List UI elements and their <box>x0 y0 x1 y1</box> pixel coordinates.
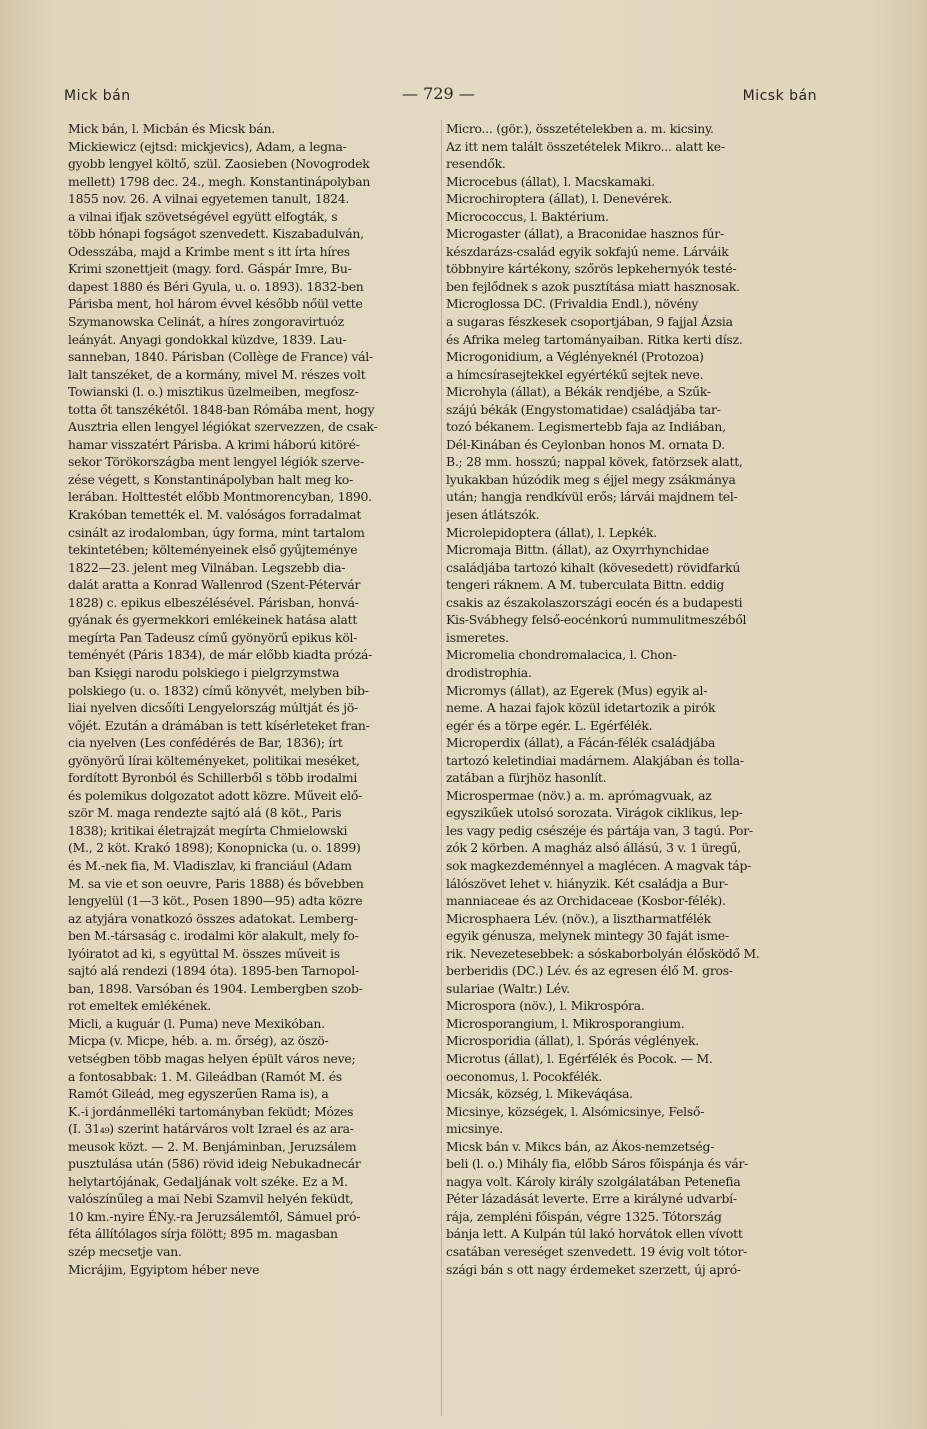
text-line: rája, zempléni főispán, végre 1325. Tótország <box>446 1208 722 1224</box>
left-column <box>68 120 440 1278</box>
text-line: Micromys (állat), az Egerek (Mus) egyik al- <box>446 682 708 698</box>
text-line: készdarázs-család egyik sokfajú neme. Lárváik <box>446 243 729 259</box>
text-line: Péter lázadását leverte. Erre a királyné udvarbí- <box>446 1191 737 1207</box>
text-line: ben M.-társaság c. irodalmi kör alakult, mely fo- <box>68 928 359 944</box>
text-line: csatában vereséget szenvedett. 19 évig volt tótor- <box>446 1244 748 1259</box>
text-line: zése végett, s Konstantinápolyban halt meg ko- <box>68 471 354 487</box>
text-line: lerában. Holttestét előbb Montmorencyban, 1890. <box>68 489 372 505</box>
text-line: liai nyelven dicsőíti Lengyelország múltját és jö- <box>68 700 358 716</box>
text-line: oeconomus, l. Pocokfélék. <box>446 1068 603 1084</box>
text-line: K.-i jordánmelléki tartományban feküdt; Mózes <box>68 1103 354 1119</box>
text-line: családjába tartozó kihalt (kövesedett) rövidfarkú <box>446 559 741 575</box>
text-line: 1828) c. epikus elbeszélésével. Párisban, honvá- <box>68 594 359 610</box>
text-line: Micli, a kuguár (l. Puma) neve Mexikóban. <box>68 1015 325 1031</box>
text-line: többnyire kártékony, szőrös lepkehernyók testé- <box>446 261 737 277</box>
text-line: rot emeltek emlékének. <box>68 998 211 1014</box>
text-line: ismeretes. <box>446 629 509 645</box>
text-line: valószínűleg a mai Nebi Szamvil helyén feküdt, <box>68 1191 354 1207</box>
text-line: lyukakban húzódik meg s éjjel megy zsákmánya <box>446 471 736 487</box>
text-line: ben fejlődnek s azok pusztítása miatt hasznosak. <box>446 278 740 294</box>
text-line: egér és a törpe egér. L. Egérfélék. <box>446 717 653 733</box>
text-line: Párisba ment, hol három évvel később nőül vette <box>68 296 363 312</box>
text-line: Ausztria ellen lengyel légiókat szervezzen, de csak- <box>68 419 378 435</box>
text-line: Microglossa DC. (Frivaldia Endl.), növény <box>446 296 699 312</box>
text-line: M. sa vie et son oeuvre, Paris 1888) és bővebben <box>68 875 364 891</box>
text-line: Microsporidia (állat), l. Spórás véglények. <box>446 1033 699 1049</box>
text-line: Kis-Svábhegy felső-eocénkorú nummulitmeszéből <box>446 612 747 628</box>
text-line: megírta Pan Tadeusz című gyönyörű epikus köl- <box>68 629 358 645</box>
text-line: Krimi szonettjeit (magy. ford. Gáspár Imre, Bu- <box>68 261 352 277</box>
text-line: (I. 31₄₉) szerint határváros volt Izrael és az ara- <box>68 1121 354 1137</box>
text-line: ször M. maga rendezte sajtó alá (8 köt., Paris <box>68 805 342 821</box>
text-line: Microgaster (állat), a Braconidae hasznos fúr- <box>446 226 724 242</box>
text-line: polskiego (u. o. 1832) című könyvét, melyben bib- <box>68 682 369 698</box>
text-line: tozó békanem. Legismertebb faja az Indiában, <box>446 419 726 435</box>
text-line: Microtus (állat), l. Egérfélék és Pocok. — M. <box>446 1050 713 1066</box>
text-line: gyobb lengyel költő, szül. Zaosieben (Novogrodek <box>68 156 370 172</box>
text-line: Micromaja Bittn. (állat), az Oxyrrhynchidae <box>446 542 709 558</box>
text-line: szájú békák (Engystomatidae) családjába tar- <box>446 401 721 417</box>
text-line: a hímcsírasejtekkel egyértékű sejtek neve. <box>446 366 704 382</box>
text-line: szép mecsetje van. <box>68 1244 182 1259</box>
text-line: lyóiratot ad ki, s együttal M. összes műveit is <box>68 945 340 961</box>
text-line: hamar visszatért Párisba. A krimi háború kitöré- <box>68 436 360 452</box>
text-line: csinált az irodalomban, úgy forma, mint tartalom <box>68 524 365 540</box>
text-line: Microgonidium, a Véglényeknél (Protozoa) <box>446 349 704 365</box>
text-line: les vagy pedig csészéje és pártája van, 3 tagú. Por- <box>446 822 753 838</box>
text-line: rik. Nevezetesebbek: a sóskaborbolyán élősködő M. <box>446 945 760 961</box>
text-line: teményét (Páris 1834), de már előbb kiadta prózá- <box>68 647 373 663</box>
page-header <box>0 84 927 108</box>
text-line: Micrájim, Egyiptom héber neve <box>68 1261 260 1277</box>
text-line: resendők. <box>446 156 506 172</box>
text-line: ban, 1898. Varsóban és 1904. Lembergben szob- <box>68 980 363 996</box>
page-number: — 729 — <box>402 84 475 103</box>
running-head-right: Micsk bán <box>742 88 817 104</box>
text-line: a sugaras fészkesek csoportjában, 9 fajjal Ázsia <box>446 314 733 330</box>
text-line: Micro... (gör.), összetételekben a. m. kicsiny. <box>446 121 714 136</box>
text-line: berberidis (DC.) Lév. és az egresen élő M. gros- <box>446 963 733 979</box>
text-line: tekintetében; költeményeinek első gyűjteménye <box>68 542 358 558</box>
text-line: leányát. Anyagi gondokkal küzdve, 1839. Lau- <box>68 331 347 347</box>
text-line: neme. A hazai fajok közül idetartozik a pirók <box>446 700 716 716</box>
text-line: Dél-Kinában és Ceylonban honos M. ornata D. <box>446 436 725 452</box>
text-line: Micsk bán v. Mikcs bán, az Ákos-nemzetség- <box>446 1138 715 1154</box>
text-line: Micromelia chondromalacica, l. Chon- <box>446 647 677 663</box>
text-line: Microlepidoptera (állat), l. Lepkék. <box>446 524 657 540</box>
text-line: manniaceae és az Orchidaceae (Kosbor-félék). <box>446 893 726 909</box>
text-line: pusztulása után (586) rövid ideig Nebukadnecár <box>68 1156 361 1172</box>
text-line: drodistrophia. <box>446 664 532 680</box>
text-line: tartozó keletindiai madárnem. Alakjában és tolla- <box>446 752 744 768</box>
text-line: gyönyörű lírai költeményeket, politikai meséket, <box>68 752 360 768</box>
text-line: meusok közt. — 2. M. Benjáminban, Jeruzsálem <box>68 1138 357 1154</box>
text-line: féta állítólagos sírja fölött; 895 m. magasban <box>68 1226 338 1242</box>
text-line: ban Księgi narodu polskiego i pielgrzymstwa <box>68 664 340 680</box>
text-line: szági bán s ott nagy érdemeket szerzett, új apró- <box>446 1261 741 1277</box>
text-line: jesen átlátszók. <box>446 507 540 523</box>
text-line: vetségben több magas helyen épült város neve; <box>68 1050 356 1066</box>
text-line: dalát aratta a Konrad Wallenrod (Szent-Pétervár <box>68 577 361 593</box>
text-line: egyszikűek utolsó sorozata. Virágok ciklikus, lep- <box>446 805 743 821</box>
text-line: beli (l. o.) Mihály fia, előbb Sáros főispánja és vár- <box>446 1156 749 1172</box>
text-line: Mickiewicz (ejtsd: mickjevics), Adam, a legna- <box>68 138 347 154</box>
text-line: több hónapi fogságot szenvedett. Kiszabadulván, <box>68 226 364 242</box>
text-line: csakis az északolaszországi eocén és a budapesti <box>446 594 743 610</box>
text-line: Microperdix (állat), a Fácán-félék családjába <box>446 735 716 751</box>
text-line: a fontosabbak: 1. M. Gileádban (Ramót M. és <box>68 1068 342 1084</box>
text-line: 1822—23. jelent meg Vilnában. Legszebb dia- <box>68 559 346 575</box>
column-divider <box>441 120 442 1416</box>
text-line: totta őt tanszékétől. 1848-ban Rómába ment, hogy <box>68 401 375 417</box>
text-line: sulariae (Waltr.) Lév. <box>446 980 570 996</box>
text-line: 1838); kritikai életrajzát megírta Chmielowski <box>68 822 348 838</box>
text-line: 1855 nov. 26. A vilnai egyetemen tanult, 1824. <box>68 191 350 207</box>
text-line: és Afrika meleg tartományaiban. Ritka kerti dísz. <box>446 331 743 347</box>
text-line: zatában a fürjhöz hasonlít. <box>446 770 607 786</box>
text-line: Towianski (l. o.) misztikus üzelmeiben, megfosz- <box>68 384 359 400</box>
text-line: vőjét. Ezután a drámában is tett kísérleteket fran- <box>68 717 370 733</box>
text-line: az atyjára vonatkozó összes adatokat. Lemberg- <box>68 910 358 926</box>
text-line: micsinye. <box>446 1121 503 1137</box>
text-line: helytartójának, Gedaljának volt széke. Ez a M. <box>68 1173 348 1189</box>
text-line: Micpa (v. Micpe, héb. a. m. őrség), az öszö- <box>68 1033 329 1049</box>
text-line: dapest 1880 és Béri Gyula, u. o. 1893). 1832-ben <box>68 278 364 294</box>
right-column <box>446 120 818 1278</box>
text-line: nagya volt. Károly király szolgálatában Petenefia <box>446 1173 741 1189</box>
text-line: lálószövet lehet v. hiányzik. Két családja a Bur- <box>446 875 729 891</box>
text-line: sajtó alá rendezi (1894 óta). 1895-ben Tarnopol- <box>68 963 359 979</box>
text-line: sanneban, 1840. Párisban (Collège de France) vál- <box>68 349 373 365</box>
text-line: 10 km.-nyire ÉNy.-ra Jeruzsálemtől, Sámuel pró- <box>68 1208 361 1224</box>
text-line: egyik génusza, melynek mintegy 30 faját isme- <box>446 928 729 944</box>
text-line: és M.-nek fia, M. Vladiszlav, ki franciául (Adam <box>68 857 352 873</box>
text-line: Az itt nem talált összetételek Mikro... alatt ke- <box>446 138 725 154</box>
text-line: után; hangja rendkívül erős; lárvái majdnem tel- <box>446 489 738 505</box>
text-line: a vilnai ifjak szövetségével együtt elfogták, s <box>68 208 338 224</box>
text-line: Microspermae (növ.) a. m. aprómagvuak, az <box>446 787 712 803</box>
text-line: Micrococcus, l. Baktérium. <box>446 208 609 224</box>
text-line: sok magkezdeménnyel a maglécen. A magvak táp- <box>446 857 752 873</box>
text-line: Krakóban temették el. M. valóságos forradalmat <box>68 507 362 523</box>
text-line: Micsák, község, l. Mikeváqása. <box>446 1086 633 1102</box>
text-line: mellett) 1798 dec. 24., megh. Konstantinápolyban <box>68 173 371 189</box>
text-line: Szymanowska Celinát, a híres zongoravirtuóz <box>68 314 344 330</box>
text-line: Microsphaera Lév. (növ.), a lisztharmatfélék <box>446 910 711 926</box>
text-line: (M., 2 köt. Krakó 1898); Konopnicka (u. o. 1899) <box>68 840 361 856</box>
text-line: Mick bán, l. Micbán és Micsk bán. <box>68 121 275 136</box>
text-line: Odesszába, majd a Krimbe ment s itt írta híres <box>68 243 350 259</box>
text-line: Microsporangium, l. Mikrosporangium. <box>446 1015 685 1031</box>
text-line: Micsinye, községek, l. Alsómicsinye, Felső- <box>446 1103 705 1119</box>
text-line: Microhyla (állat), a Békák rendjébe, a Szűk- <box>446 384 711 400</box>
text-line: lalt tanszéket, de a kormány, mivel M. részes volt <box>68 366 366 382</box>
text-line: lengyelül (1—3 köt., Posen 1890—95) adta közre <box>68 893 363 909</box>
text-line: Microcebus (állat), l. Macskamaki. <box>446 173 655 189</box>
text-line: bánja lett. A Kulpán túl lakó horvátok ellen vívott <box>446 1226 743 1242</box>
text-line: zók 2 körben. A magház alsó állású, 3 v. 1 üregű, <box>446 840 741 856</box>
text-line: Microchiroptera (állat), l. Denevérek. <box>446 191 672 207</box>
running-head-left: Mick bán <box>64 88 131 104</box>
text-line: B.; 28 mm. hosszú; nappal kövek, fatörzsek alatt, <box>446 454 743 470</box>
text-line: Microspora (növ.), l. Mikrospóra. <box>446 998 645 1014</box>
text-line: gyának és gyermekkori emlékeinek hatása alatt <box>68 612 358 628</box>
text-line: és polemikus dolgozatot adott közre. Műveit elő- <box>68 787 362 803</box>
text-line: Ramót Gileád, meg egyszerűen Rama is), a <box>68 1086 329 1102</box>
text-line: sekor Törökországba ment lengyel légiók szerve- <box>68 454 364 470</box>
text-line: fordított Byronból és Schillerből s több irodalmi <box>68 770 358 786</box>
text-line: cia nyelven (Les confédérés de Bar, 1836); írt <box>68 735 343 751</box>
text-line: tengeri ráknem. A M. tuberculata Bittn. eddig <box>446 577 725 593</box>
